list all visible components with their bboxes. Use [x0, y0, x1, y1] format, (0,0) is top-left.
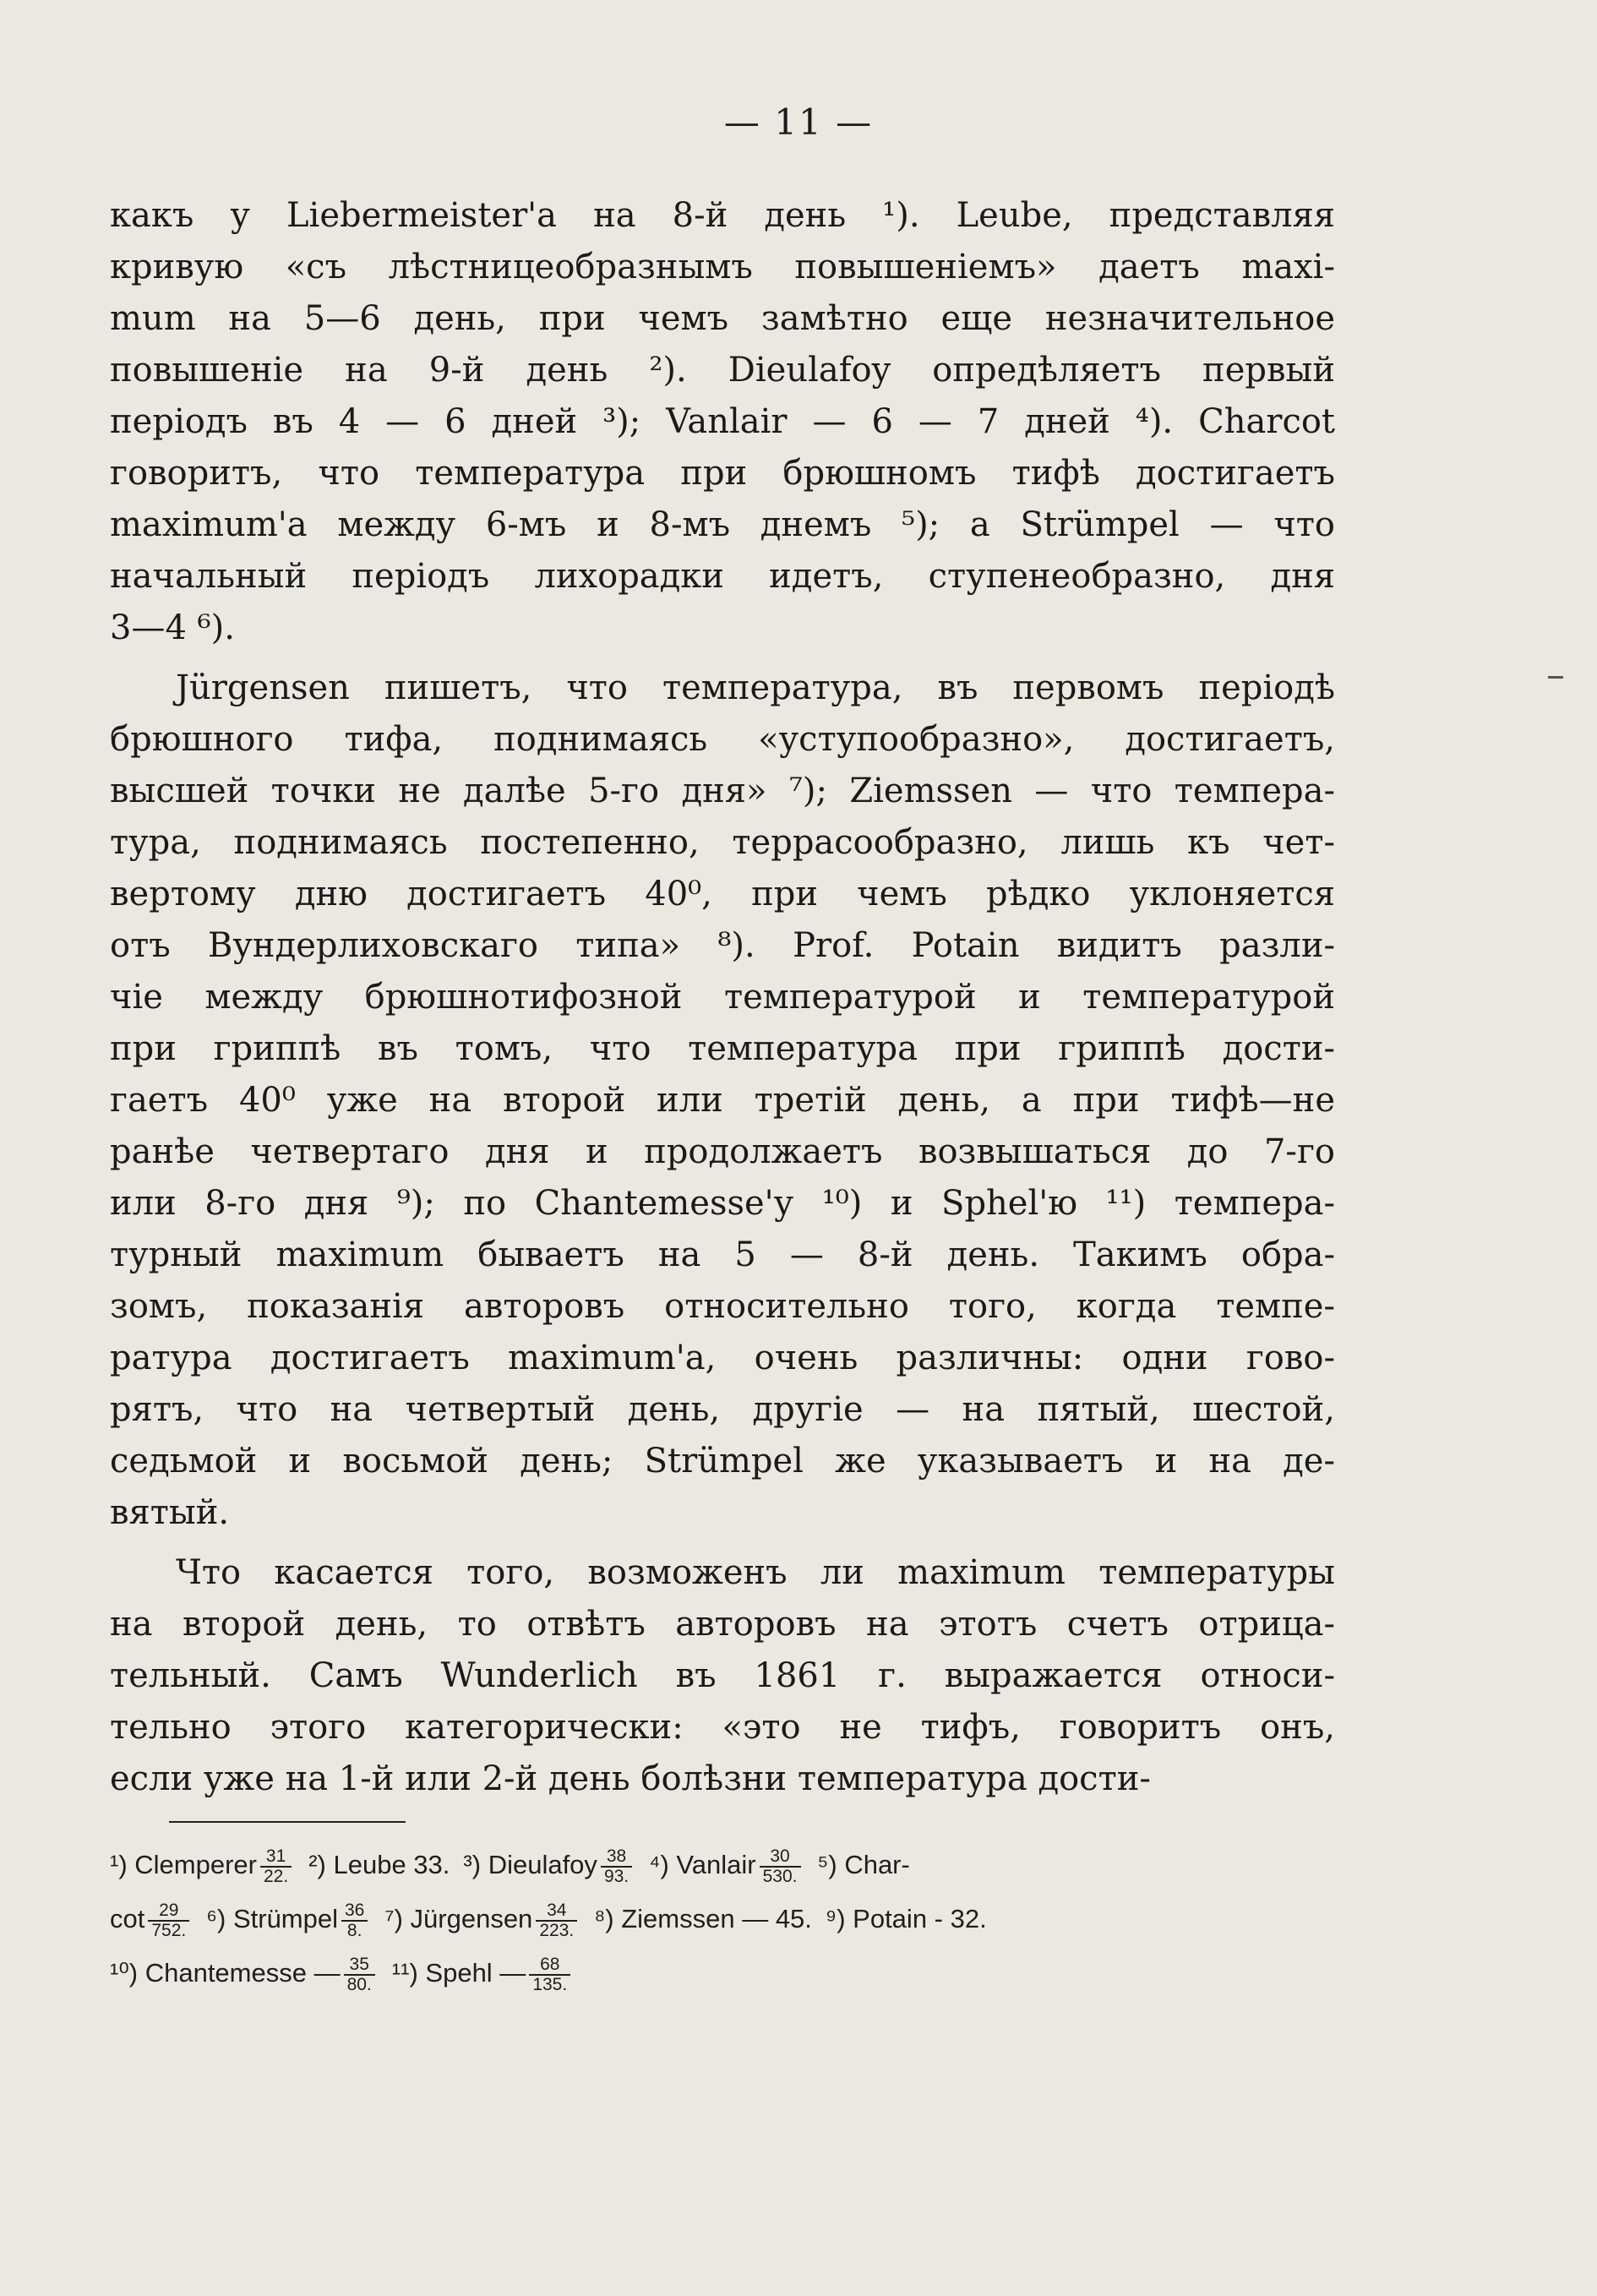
text-line: 3—4 ⁶). — [110, 608, 235, 647]
text-line: Jürgensen пишетъ, что температура, въ первомъ періодѣ — [176, 668, 1335, 707]
footnote-mark: ⁷) — [384, 1904, 403, 1933]
fraction-numerator: 31 — [260, 1847, 292, 1868]
footnote-mark: ⁵) — [817, 1850, 837, 1879]
footnote-mark: ⁴) — [649, 1850, 669, 1879]
footnote-item — [206, 1900, 371, 1940]
text-line: чіе между брюшнотифозной температурой и температурой — [110, 978, 1335, 1017]
page-fraction — [344, 1955, 375, 1994]
fraction-numerator: 36 — [341, 1901, 368, 1922]
footnote-line — [110, 1838, 1335, 1892]
page-fraction — [536, 1901, 577, 1940]
margin-mark — [1548, 676, 1563, 679]
footnote-line — [110, 1946, 1335, 2000]
paragraph — [110, 663, 1335, 1539]
fraction-numerator: 35 — [344, 1955, 375, 1976]
text-line: седьмой и восьмой день; Strümpel же указываетъ и на де- — [110, 1442, 1335, 1481]
footnote-author: Ziemssen — 45. — [621, 1904, 812, 1933]
text-line: вертому дню достигаетъ 40⁰, при чемъ рѣдко уклоняется — [110, 875, 1335, 913]
footnote-author: Leube 33. — [333, 1850, 450, 1879]
body-text — [110, 190, 1335, 1813]
footnote-author: Dieulafoy — [488, 1850, 597, 1879]
text-line: гаетъ 40⁰ уже на второй или третій день, а при тифѣ—не — [110, 1081, 1335, 1120]
footnote-author: Vanlair — [676, 1850, 756, 1879]
page-fraction — [341, 1901, 368, 1940]
footnote-mark: ³) — [463, 1850, 482, 1879]
page-fraction — [529, 1955, 570, 1994]
fraction-denominator: 22. — [264, 1866, 289, 1886]
footnote-mark: ⁶) — [206, 1904, 226, 1933]
footnote-line — [110, 1892, 1335, 1946]
page-fraction — [260, 1847, 292, 1886]
footnote-mark: ¹¹) — [391, 1958, 418, 1988]
fraction-numerator: 34 — [536, 1901, 577, 1922]
page-fraction — [601, 1847, 632, 1886]
text-line: тура, поднимаясь постепенно, террасообразно, лишь къ чет- — [110, 823, 1335, 862]
page-fraction — [760, 1847, 801, 1886]
footnotes — [110, 1838, 1335, 2000]
footnote-item — [110, 1900, 193, 1940]
text-line: тельно этого категорически: «это не тифъ, говоритъ онъ, — [110, 1708, 1335, 1747]
fraction-numerator: 30 — [760, 1847, 801, 1868]
page-number: — 11 — — [723, 101, 874, 143]
text-line: повышеніе на 9-й день ²). Dieulafoy опредѣляетъ первый — [110, 351, 1335, 390]
text-line: турный maximum бываетъ на 5 — 8-й день. Такимъ обра- — [110, 1235, 1335, 1274]
text-line: Что касается того, возможенъ ли maximum температуры — [176, 1553, 1335, 1592]
text-line: ратура достигаетъ maximum'а, очень различны: одни гово- — [110, 1339, 1335, 1377]
text-line: брюшного тифа, поднимаясь «уступообразно», достигаетъ, — [110, 720, 1335, 759]
text-line: высшей точки не далѣе 5-го дня» ⁷); Ziemssen — что темпера- — [110, 772, 1335, 810]
fraction-numerator: 68 — [529, 1955, 570, 1976]
footnote-author: Clemperer — [134, 1850, 257, 1879]
fraction-numerator: 29 — [148, 1901, 189, 1922]
text-line: maximum'а между 6-мъ и 8-мъ днемъ ⁵); а Strümpel — что — [110, 505, 1335, 544]
text-line: какъ у Liebermeister'а на 8-й день ¹). Leube, представляя — [110, 196, 1335, 235]
footnote-item — [649, 1846, 804, 1886]
footnote-item — [110, 1846, 295, 1886]
footnote-author: Potain - 32. — [853, 1904, 987, 1933]
fraction-numerator: 38 — [601, 1847, 632, 1868]
text-line: періодъ въ 4 — 6 дней ³); Vanlair — 6 — 7 дней ⁴). Charcot — [110, 402, 1335, 441]
fraction-denominator: 93. — [603, 1866, 630, 1886]
text-line: тельный. Самъ Wunderlich въ 1861 г. выражается относи- — [110, 1656, 1335, 1695]
footnote-item — [463, 1846, 635, 1886]
footnote-item — [110, 1954, 379, 1994]
footnote-mark: ¹⁰) — [110, 1958, 139, 1988]
text-line: говоритъ, что температура при брюшномъ тифѣ достигаетъ — [110, 454, 1335, 493]
page-fraction — [148, 1901, 189, 1940]
text-line: зомъ, показанія авторовъ относительно того, когда темпе- — [110, 1287, 1335, 1326]
text-line: при гриппѣ въ томъ, что температура при гриппѣ дости- — [110, 1029, 1335, 1068]
text-line: рятъ, что на четвертый день, другіе — на пятый, шестой, — [110, 1390, 1335, 1429]
text-line: кривую «съ лѣстницеобразнымъ повышеніемъ» даетъ maxi- — [110, 248, 1335, 286]
footnote-mark: ²) — [308, 1850, 326, 1879]
footnote-author: Strümpel — [232, 1904, 338, 1933]
fraction-denominator: 223. — [539, 1920, 575, 1940]
footnote-item — [826, 1904, 987, 1933]
footnote-author: Char- — [844, 1850, 910, 1879]
paragraph — [110, 190, 1335, 654]
text-line: на второй день, то отвѣтъ авторовъ на этотъ счетъ отрица- — [110, 1605, 1335, 1644]
footnote-item — [594, 1904, 812, 1933]
fraction-denominator: 135. — [532, 1974, 568, 1994]
footnote-item — [391, 1954, 574, 1994]
text-line: вятый. — [110, 1493, 230, 1532]
footnote-divider — [169, 1821, 406, 1823]
text-line: если уже на 1-й или 2-й день болѣзни температура дости- — [110, 1759, 1151, 1798]
fraction-denominator: 752. — [151, 1920, 187, 1940]
paragraph — [110, 1547, 1335, 1805]
footnote-mark: ¹) — [110, 1850, 128, 1879]
footnote-author: Chantemesse — — [144, 1958, 341, 1988]
footnote-author: Spehl — — [425, 1958, 526, 1988]
footnote-mark: ⁹) — [825, 1904, 846, 1933]
text-line: mum на 5—6 день, при чемъ замѣтно еще незначительное — [110, 299, 1335, 338]
fraction-denominator: 8. — [346, 1920, 362, 1940]
footnote-item — [818, 1850, 910, 1879]
fraction-denominator: 530. — [762, 1866, 798, 1886]
text-line: начальный періодъ лихорадки идетъ, ступенеобразно, дня — [110, 557, 1335, 596]
footnote-author: Jürgensen — [410, 1904, 533, 1933]
footnote-author: cot — [110, 1904, 145, 1933]
text-line: ранѣе четвертаго дня и продолжаетъ возвышаться до 7-го — [110, 1132, 1335, 1171]
footnote-item — [384, 1900, 580, 1940]
footnote-item — [308, 1850, 450, 1879]
text-line: или 8-го дня ⁹); по Chantemesse'у ¹⁰) и Sphel'ю ¹¹) темпера- — [110, 1184, 1335, 1223]
fraction-denominator: 80. — [346, 1974, 372, 1994]
footnote-mark: ⁸) — [594, 1904, 614, 1933]
text-line: отъ Вундерлиховскаго типа» ⁸). Prof. Potain видитъ разли- — [110, 926, 1335, 965]
